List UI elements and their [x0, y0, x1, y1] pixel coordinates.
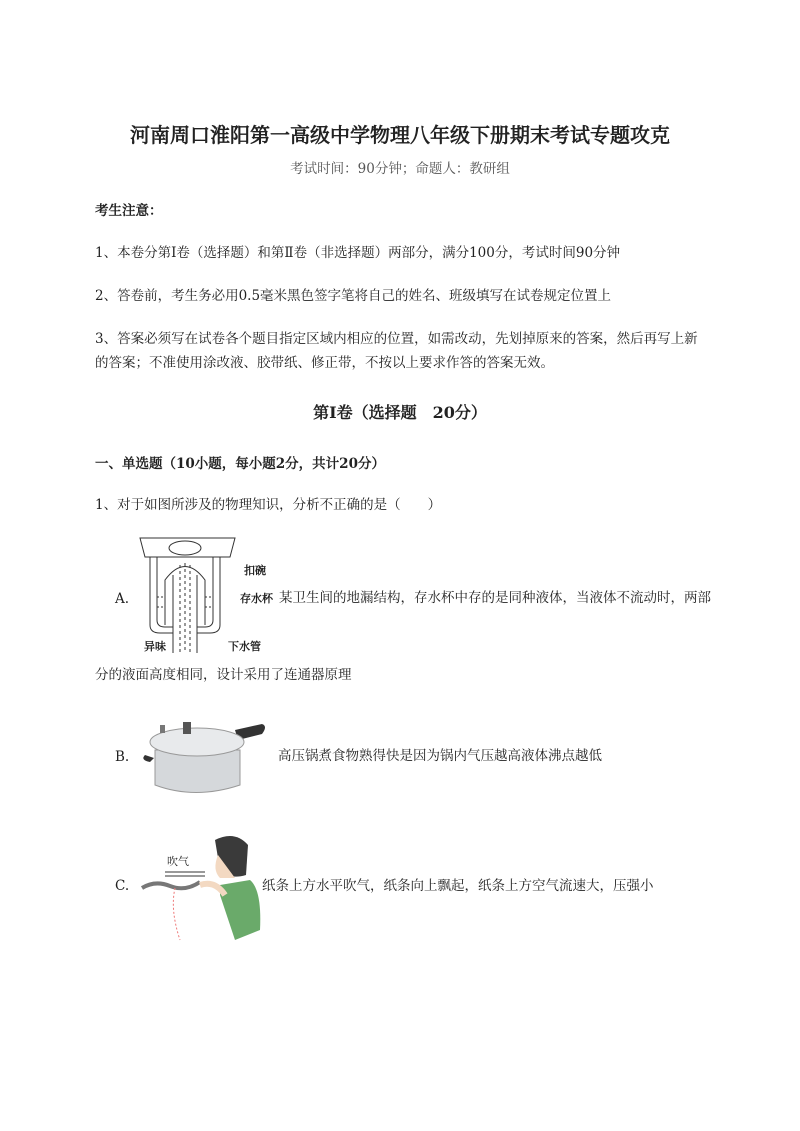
part-heading: 一、单选题（10小题，每小题2分，共计20分）: [95, 456, 385, 472]
notice-item: 的答案；不准使用涂改液、胶带纸、修正带，不按以上要求作答的答案无效。: [95, 355, 554, 371]
figure-label: 存水杯: [240, 592, 273, 605]
option-a-text-cont: 分的液面高度相同，设计采用了连通器原理: [95, 667, 352, 683]
option-c-text: 纸条上方水平吹气，纸条向上飘起，纸条上方空气流速大，压强小: [262, 878, 654, 894]
pressure-cooker-image: [140, 710, 270, 800]
boy-blowing-paper-image: [140, 830, 265, 945]
option-a-label: A.: [115, 591, 130, 607]
notice-item: 1、本卷分第Ⅰ卷（选择题）和第Ⅱ卷（非选择题）两部分，满分100分，考试时间90分钟: [95, 245, 621, 261]
notice-item: 3、答案必须写在试卷各个题目指定区域内相应的位置，如需改动，先划掉原来的答案，然后再写上新: [95, 331, 698, 347]
figure-label: 异味: [144, 640, 166, 653]
option-a-text: 某卫生间的地漏结构，存水杯中存的是同种液体，当液体不流动时，两部: [279, 590, 711, 606]
question-stem: 1、对于如图所涉及的物理知识，分析不正确的是（ ）: [95, 497, 442, 513]
exam-info: 考试时间：90分钟；命题人：教研组: [290, 161, 510, 177]
figure-label: 吹气: [167, 855, 189, 868]
section-title: 第Ⅰ卷（选择题 20分）: [313, 403, 487, 422]
page-title: 河南周口淮阳第一高级中学物理八年级下册期末考试专题攻克: [130, 123, 670, 147]
notice-item: 2、答卷前，考生务必用0.5毫米黑色签字笔将自己的姓名、班级填写在试卷规定位置上: [95, 288, 612, 304]
floor-drain-figure: [135, 535, 245, 655]
figure-label: 扣碗: [244, 564, 266, 577]
figure-label: 下水管: [228, 640, 261, 653]
option-b-text: 高压锅煮食物熟得快是因为锅内气压越高液体沸点越低: [278, 748, 602, 764]
notice-heading: 考生注意：: [95, 203, 163, 219]
option-c-label: C.: [115, 878, 130, 894]
option-b-label: B.: [115, 749, 130, 765]
